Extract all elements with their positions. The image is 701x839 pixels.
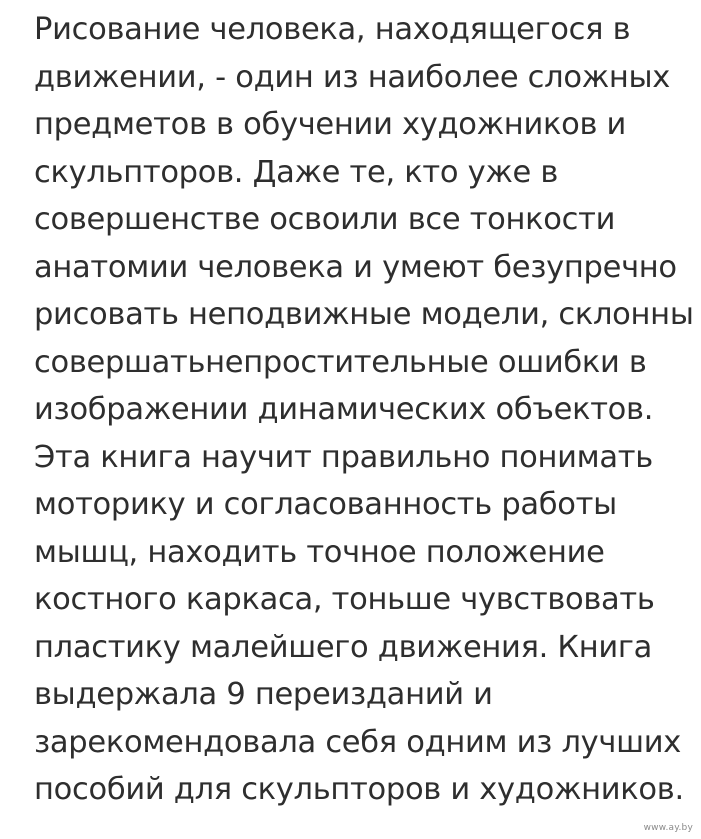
text-line: моторику и согласованность работы: [34, 487, 617, 522]
text-line: пластику малейшего движения. Книга: [34, 629, 653, 665]
text-line: изображении динамических объектов.: [34, 392, 654, 427]
text-line: зарекомендовала себя одним из лучших: [34, 724, 682, 760]
text-line: скульпторов. Даже те, кто уже в: [34, 154, 559, 190]
text-line: пособий для скульпторов и художников.: [34, 772, 684, 807]
text-line: совершатьнепростительные ошибки в: [34, 344, 647, 380]
text-line: рисовать неподвижные модели, склонны: [34, 297, 694, 332]
text-line: выдержала 9 переизданий и: [34, 677, 493, 712]
text-line: совершенстве освоили все тонкости: [34, 202, 616, 237]
text-line: мышц, находить точное положение: [34, 534, 605, 570]
description-text: [34, 6, 694, 814]
text-line: движении, - один из наиболее сложных: [34, 59, 671, 95]
text-line: костного каркаса, тоньше чувствовать: [34, 582, 655, 617]
watermark: www.ay.by: [643, 823, 693, 833]
text-line: Эта книга научит правильно понимать: [34, 439, 653, 475]
text-line: Рисование человека, находящегося в: [34, 12, 631, 47]
text-line: предметов в обучении художников и: [34, 107, 627, 142]
text-line: анатомии человека и умеют безупречно: [34, 249, 677, 285]
